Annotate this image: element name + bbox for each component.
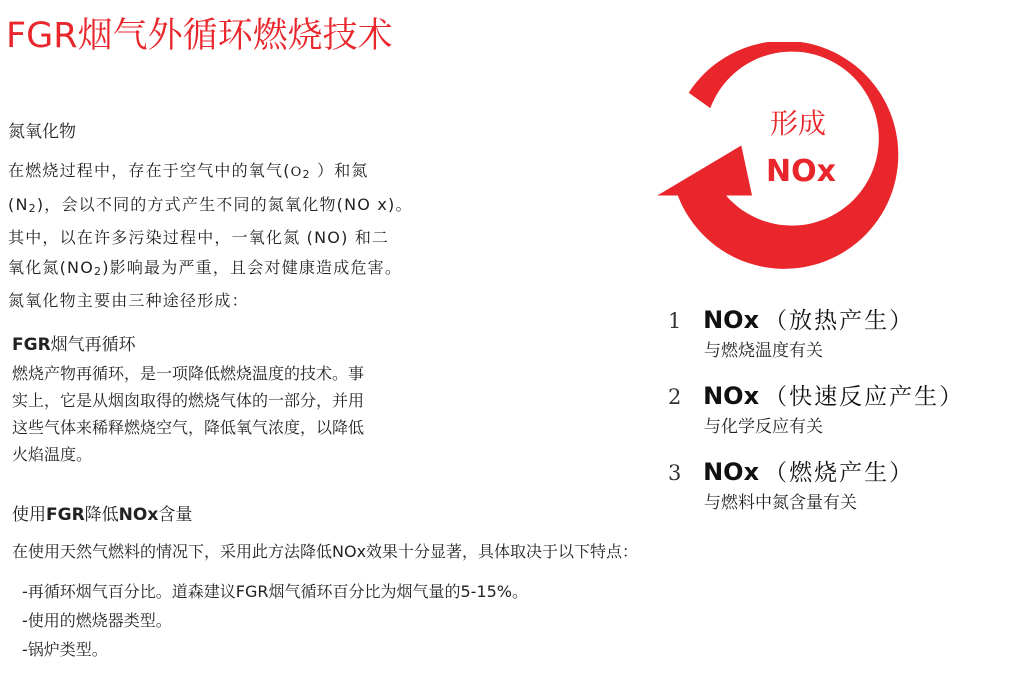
nox-line-1: 在燃烧过程中，存在于空气中的氧气(O2 ）和氮 [8,161,369,181]
nox-type-desc: （燃烧产生） [764,460,915,486]
reduce-intro-text: 在使用天然气燃料的情况下，采用此方法降低NOx效果十分显著，具体取决于以下特点： [12,542,639,561]
fgr-line-3: 这些气体来稀释燃烧空气，降低氧气浓度，以降低 [12,418,365,437]
nox-line-4: 氧化氮(NO2)影响最为严重，且会对健康造成危害。 [8,257,403,278]
fgr-line-1: 燃烧产物再循环，是一项降低燃烧温度的技术。事 [12,364,365,383]
nox-line-2: (N2)，会以不同的方式产生不同的氮氧化物(NO x)。 [8,194,413,215]
reduce-heading: 使用FGR降低NOx含量 [12,505,193,525]
nox-type-subdesc: 与燃烧温度有关 [704,341,823,361]
feature-item-2: -使用的燃烧器类型。 [22,611,172,630]
nox-line-3: 其中，以在许多污染过程中，一氧化氮 (NO) 和二 [8,228,390,247]
nox-type-3 [668,454,915,513]
cycle-label-nox: NOx [766,154,836,189]
nox-type-2 [668,378,965,437]
nox-type-name: NOx [703,306,760,334]
feature-item-1: -再循环烟气百分比。道森建议FGR烟气循环百分比为烟气量的5-15%。 [22,582,529,601]
fgr-line-4: 火焰温度。 [12,445,93,464]
feature-list [22,577,528,664]
nox-type-subdesc: 与化学反应有关 [704,417,823,437]
nox-type-desc: （快速反应产生） [764,384,965,410]
nox-type-name: NOx [703,458,760,486]
nox-paragraph [8,156,413,316]
cycle-label-form: 形成 [770,107,827,140]
fgr-line-2: 实上，它是从烟囱取得的燃烧气体的一部分，并用 [12,391,365,410]
nox-line-5: 氮氧化物主要由三种途径形成： [8,291,249,310]
fgr-heading: FGR烟气再循环 [12,335,136,355]
nox-type-number: 2 [668,385,682,409]
nox-type-1 [668,302,915,361]
nox-type-number: 3 [668,461,682,485]
feature-item-3: -锅炉类型。 [22,640,108,659]
nox-heading: 氮氧化物 [8,122,76,142]
nox-type-number: 1 [668,309,682,333]
nox-type-name: NOx [703,382,760,410]
page-title: FGR烟气外循环燃烧技术 [6,16,393,56]
fgr-paragraph [12,360,364,468]
nox-type-desc: （放热产生） [764,308,915,334]
reduce-intro [12,537,638,567]
nox-type-subdesc: 与燃料中氮含量有关 [704,493,857,513]
